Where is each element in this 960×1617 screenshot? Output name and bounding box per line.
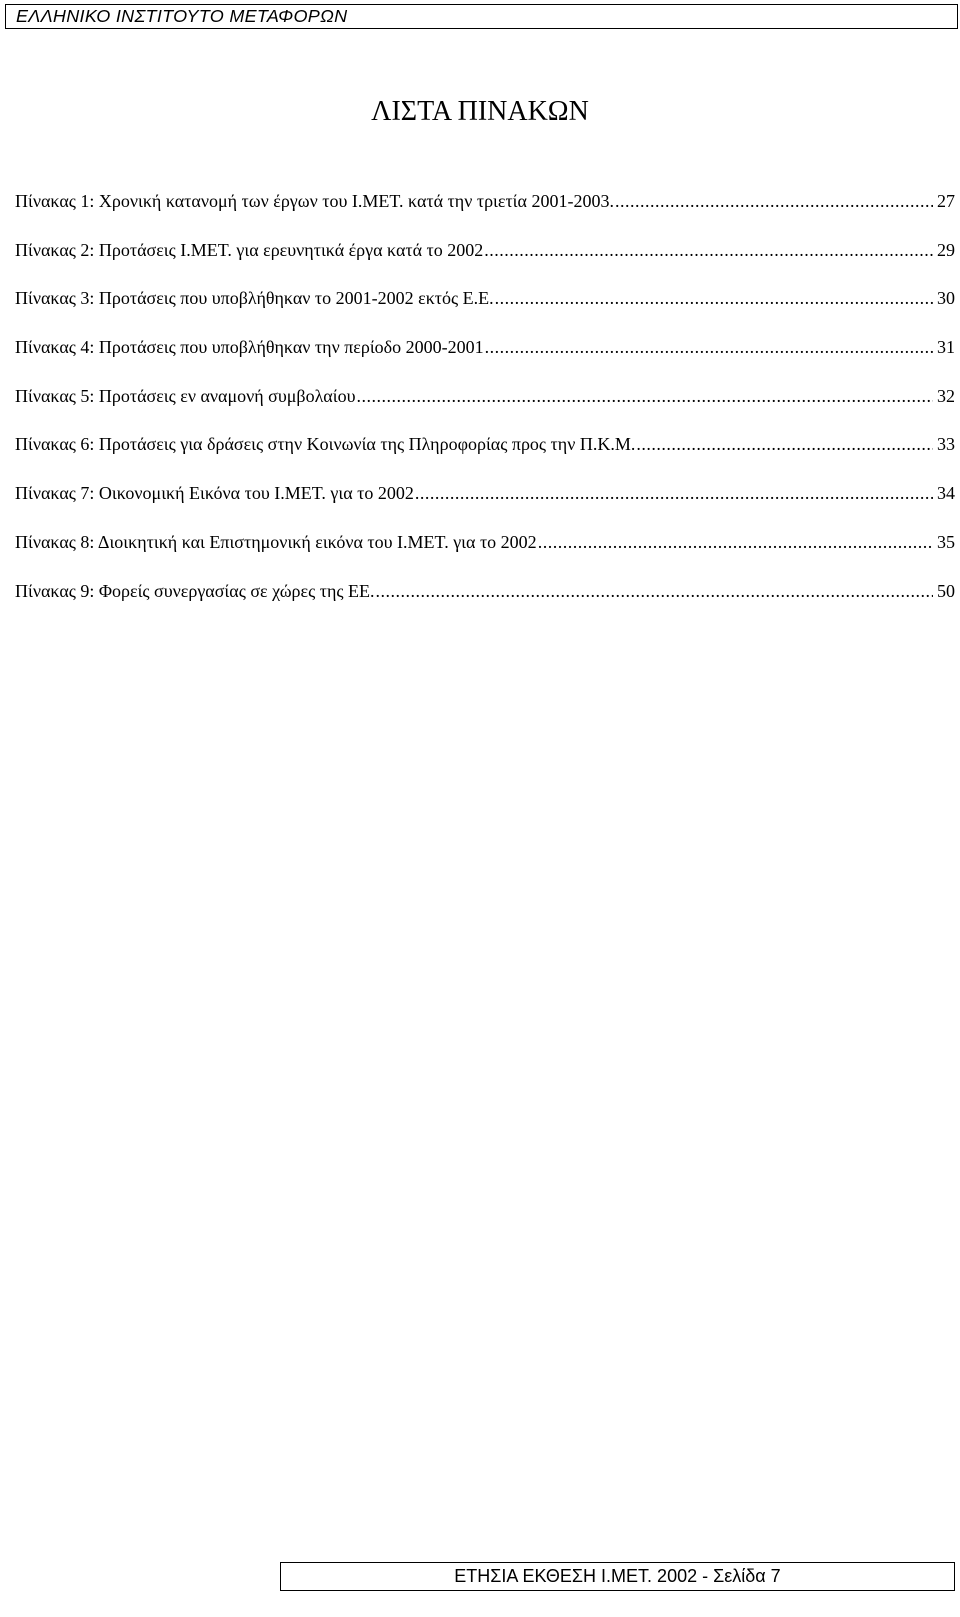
toc-entry-label: Πίνακας 1: Χρονική κατανομή των έργων του Ι.ΜΕΤ. κατά την τριετία 2001-2003. <box>15 191 614 211</box>
running-footer <box>280 1562 955 1591</box>
toc-entry-1[interactable] <box>15 190 955 239</box>
dot-leader <box>357 385 934 407</box>
toc-entry-page: 32 <box>937 385 955 406</box>
toc-entry-2[interactable] <box>15 239 955 288</box>
dot-leader <box>538 531 933 553</box>
toc-entry-6[interactable] <box>15 433 955 482</box>
toc-entry-page: 31 <box>937 337 955 358</box>
toc-entry-9[interactable] <box>15 580 955 629</box>
toc-entry-3[interactable] <box>15 287 955 336</box>
toc-entry-label: Πίνακας 2: Προτάσεις Ι.ΜΕΤ. για ερευνητικά έργα κατά το 2002 <box>15 239 484 260</box>
dot-leader <box>415 482 933 504</box>
dot-leader <box>636 433 933 455</box>
toc-entry-label: Πίνακας 9: Φορείς συνεργασίας σε χώρες της ΕΕ. <box>15 580 375 601</box>
table-list <box>15 190 955 628</box>
header-organization: ΕΛΛΗΝΙΚΟ ΙΝΣΤΙΤΟΥΤΟ ΜΕΤΑΦΟΡΩΝ <box>16 6 348 26</box>
toc-entry-7[interactable] <box>15 482 955 531</box>
dot-leader <box>485 336 933 358</box>
dot-leader <box>495 287 933 309</box>
dot-leader <box>615 190 933 212</box>
toc-entry-label: Πίνακας 5: Προτάσεις εν αναμονή συμβολαίου <box>15 385 356 406</box>
toc-entry-page: 33 <box>937 434 955 455</box>
dot-leader <box>375 580 933 602</box>
toc-entry-page: 35 <box>937 531 955 552</box>
page-title: ΛΙΣΤΑ ΠΙΝΑΚΩΝ <box>371 96 589 127</box>
toc-entry-page: 50 <box>937 580 955 601</box>
running-header <box>5 4 958 29</box>
toc-entry-5[interactable] <box>15 385 955 434</box>
toc-entry-page: 30 <box>937 288 955 309</box>
dot-leader <box>484 239 933 261</box>
toc-entry-label: Πίνακας 6: Προτάσεις για δράσεις στην Κοινωνία της Πληροφορίας προς την Π.Κ.Μ. <box>15 434 636 455</box>
toc-entry-label: Πίνακας 8: Διοικητική και Επιστημονική εικόνα του Ι.ΜΕΤ. για το 2002 <box>15 531 537 552</box>
toc-entry-4[interactable] <box>15 336 955 385</box>
toc-entry-label: Πίνακας 3: Προτάσεις που υποβλήθηκαν το 2001-2002 εκτός Ε.Ε. <box>15 288 494 309</box>
toc-entry-page: 27 <box>937 191 955 211</box>
toc-entry-page: 34 <box>937 483 955 504</box>
footer-text: ΕΤΗΣΙΑ ΕΚΘΕΣΗ Ι.ΜΕΤ. 2002 - Σελίδα 7 <box>454 1566 781 1586</box>
toc-entry-label: Πίνακας 4: Προτάσεις που υποβλήθηκαν την περίοδο 2000-2001 <box>15 337 484 358</box>
toc-entry-label: Πίνακας 7: Οικονομική Εικόνα του Ι.ΜΕΤ. για το 2002 <box>15 483 414 504</box>
toc-entry-8[interactable] <box>15 531 955 580</box>
toc-entry-page: 29 <box>937 239 955 260</box>
